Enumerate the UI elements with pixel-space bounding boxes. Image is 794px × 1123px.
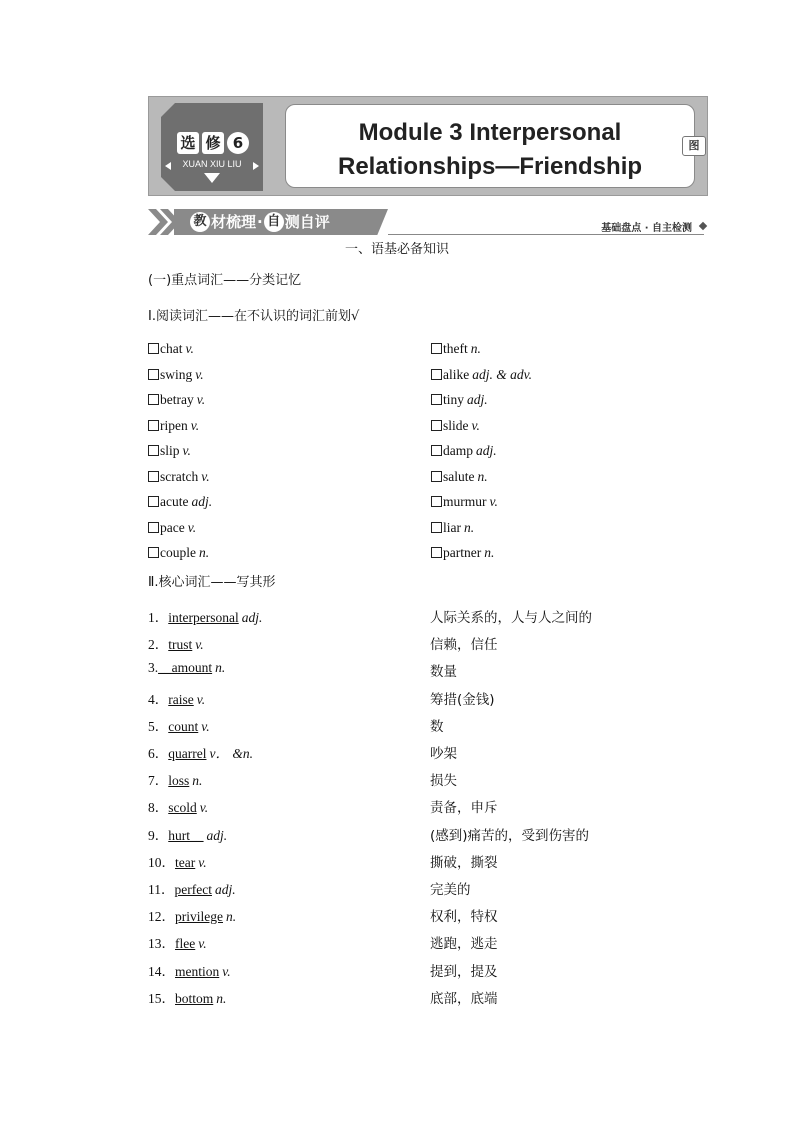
checkbox[interactable] <box>431 369 442 380</box>
answer-word: raise <box>168 691 194 707</box>
arrow-down-icon <box>204 173 220 183</box>
chinese-meaning: 完美的 <box>430 882 471 898</box>
checkbox[interactable] <box>148 471 159 482</box>
reading-vocab-item <box>148 443 191 459</box>
core-vocab-item <box>148 796 208 816</box>
reading-vocab-item <box>431 418 480 434</box>
part-of-speech: adj. <box>241 610 263 625</box>
chinese-meaning: 人际关系的，人与人之间的 <box>430 610 592 626</box>
chinese-meaning: 损失 <box>430 773 457 790</box>
part-of-speech: adj. <box>476 443 497 458</box>
reading-vocab-item <box>431 392 488 408</box>
core-vocab-item <box>148 905 236 925</box>
checkbox[interactable] <box>148 445 159 456</box>
reading-vocab-item <box>148 367 204 383</box>
part-of-speech: v. <box>196 392 206 407</box>
badge-corner-bottom <box>161 177 175 191</box>
section-subtitle: 基础盘点 · 自主检测 <box>601 223 692 234</box>
core-vocab-item <box>148 688 205 708</box>
part-of-speech: v. <box>196 691 206 707</box>
checkbox[interactable] <box>431 496 442 507</box>
reading-vocab-item <box>148 494 212 510</box>
chinese-meaning: 吵架 <box>430 746 457 762</box>
chinese-meaning: 逃跑，逃走 <box>430 936 498 953</box>
item-number: 5． <box>148 718 169 734</box>
checkbox[interactable] <box>148 369 159 380</box>
core-vocab-item <box>148 633 204 653</box>
chinese-meaning: (感到)痛苦的，受到伤害的 <box>430 827 590 844</box>
checkbox[interactable] <box>431 471 442 482</box>
checkbox[interactable] <box>148 522 159 533</box>
core-vocab-item <box>148 851 207 871</box>
item-number: 10． <box>148 854 175 870</box>
vocab-word: chat <box>160 341 183 356</box>
part-of-speech: v. <box>199 800 209 816</box>
diamond-icon <box>699 222 707 230</box>
elective-badge <box>161 103 263 191</box>
item-number: 6． <box>148 746 169 761</box>
part-of-speech: v. <box>489 494 498 509</box>
checkbox[interactable] <box>431 547 442 558</box>
item-number: 4． <box>148 691 169 707</box>
vocab-word: damp <box>443 443 473 458</box>
part-of-speech: adj. <box>214 882 236 897</box>
vocab-word: slide <box>443 417 469 433</box>
core-vocab-item <box>148 878 236 898</box>
section-text-2: 测自评 <box>284 213 330 231</box>
section-header <box>148 209 708 237</box>
checkbox[interactable] <box>148 343 159 354</box>
part-of-speech: n. <box>216 990 227 1006</box>
book-icon: 图 <box>682 136 706 156</box>
chinese-meaning: 信赖，信任 <box>430 637 498 654</box>
badge-title <box>173 132 253 154</box>
reading-vocab-item <box>431 494 498 510</box>
vocab-word: murmur <box>443 494 487 509</box>
core-vocab-item <box>148 606 262 626</box>
module-title-line1: Module 3 Interpersonal <box>358 119 622 146</box>
part-of-speech: n. <box>199 545 210 560</box>
checkbox[interactable] <box>148 394 159 405</box>
chinese-meaning: 筹措(金钱) <box>430 691 495 708</box>
reading-vocab-item <box>148 545 209 561</box>
item-number: 12． <box>148 909 175 925</box>
core-vocab-item <box>148 932 207 952</box>
answer-word: __amount <box>158 660 213 676</box>
checkbox[interactable] <box>148 547 159 558</box>
reading-vocab-item <box>431 520 474 536</box>
vocab-word: tiny <box>443 392 465 407</box>
part-of-speech: n. <box>470 341 481 356</box>
reading-vocab-item <box>148 469 210 485</box>
section-title <box>190 211 330 233</box>
vocab-word: slip <box>160 443 180 458</box>
core-vocab-item <box>148 769 202 789</box>
main-heading: 一、语基必备知识 <box>344 242 449 257</box>
reading-vocab-item <box>431 341 481 357</box>
badge-char: 选 <box>177 132 199 154</box>
checkbox[interactable] <box>431 343 442 354</box>
checkbox[interactable] <box>431 445 442 456</box>
arrow-right-icon <box>253 162 259 170</box>
vocab-word: theft <box>443 341 468 356</box>
answer-word: tear <box>175 854 196 870</box>
item-number: 3. <box>148 660 159 676</box>
vocab-word: pace <box>160 519 185 535</box>
reading-vocab-item <box>431 443 497 459</box>
vocab-word: alike <box>443 366 470 382</box>
part-of-speech: v． &n. <box>209 746 253 761</box>
item-number: 11． <box>148 882 175 897</box>
reading-vocab-item <box>148 418 199 434</box>
module-title-line2: Relationships—Friendship <box>337 153 643 180</box>
core-vocab-item <box>148 960 231 980</box>
chinese-meaning: 数量 <box>430 664 457 681</box>
item-number: 7． <box>148 773 169 789</box>
core-vocab-item <box>148 824 227 844</box>
badge-number: 6 <box>227 132 249 154</box>
part-of-speech: n. <box>464 519 475 535</box>
answer-word: count <box>168 718 199 734</box>
module-banner <box>148 96 708 196</box>
item-number: 8． <box>148 800 169 816</box>
answer-word: bottom <box>175 990 214 1006</box>
section-char-circle: 教 <box>190 212 210 232</box>
section-text-1: 材梳理 <box>211 213 257 231</box>
answer-word: hurt__ <box>168 827 204 843</box>
part-of-speech: v. <box>195 366 204 382</box>
item-number: 2． <box>148 637 169 653</box>
core-vocab-item <box>148 987 226 1007</box>
core-vocab-item <box>148 742 253 762</box>
checkbox[interactable] <box>148 420 159 431</box>
answer-word: loss <box>168 773 190 789</box>
answer-word: mention <box>175 963 220 979</box>
part-of-speech: v. <box>182 443 191 458</box>
part-of-speech: adj. <box>467 392 488 407</box>
answer-word: flee <box>175 936 196 952</box>
chinese-meaning: 数 <box>430 718 444 735</box>
badge-corner <box>161 103 175 117</box>
vocab-word: salute <box>443 468 475 484</box>
sub-heading: (一)重点词汇——分类记忆 <box>148 273 302 288</box>
answer-word: scold <box>168 800 197 816</box>
item-number: 1． <box>148 610 169 625</box>
badge-pinyin: XUAN XIU LIU <box>182 159 242 169</box>
part-of-speech: n. <box>215 660 226 676</box>
reading-vocab-heading: Ⅰ.阅读词汇——在不认识的词汇前划√ <box>148 309 360 324</box>
part-of-speech: adj. <box>206 827 228 843</box>
core-vocab-item <box>148 660 225 676</box>
chinese-meaning: 撕破，撕裂 <box>430 854 498 871</box>
reading-vocab-item <box>148 341 194 357</box>
part-of-speech: n. <box>484 545 495 560</box>
vocab-word: betray <box>160 392 194 407</box>
vocab-word: couple <box>160 545 196 560</box>
part-of-speech: v. <box>195 637 204 653</box>
core-vocab-heading: Ⅱ.核心词汇——写其形 <box>148 575 276 590</box>
checkbox[interactable] <box>431 420 442 431</box>
section-dot: · <box>257 213 263 231</box>
part-of-speech: v. <box>198 854 207 870</box>
part-of-speech: v. <box>185 341 194 356</box>
vocab-word: scratch <box>160 468 199 484</box>
badge-char: 修 <box>202 132 224 154</box>
answer-word: trust <box>168 637 193 653</box>
part-of-speech: v. <box>201 468 210 484</box>
item-number: 15． <box>148 990 175 1006</box>
core-vocab-item <box>148 715 210 735</box>
reading-vocab-item <box>431 367 532 383</box>
part-of-speech: v. <box>190 417 200 433</box>
checkbox[interactable] <box>431 394 442 405</box>
section-divider <box>388 234 704 235</box>
item-number: 14． <box>148 963 175 979</box>
item-number: 9． <box>148 827 169 843</box>
part-of-speech: v. <box>471 417 480 433</box>
part-of-speech: v. <box>198 936 207 952</box>
answer-word: quarrel <box>168 746 207 761</box>
part-of-speech: v. <box>222 963 231 979</box>
reading-vocab-item <box>431 545 494 561</box>
item-number: 13． <box>148 936 175 952</box>
chinese-meaning: 责备，申斥 <box>430 800 498 817</box>
chinese-meaning: 底部，底端 <box>430 990 498 1007</box>
chinese-meaning: 权利，特权 <box>430 909 498 926</box>
part-of-speech: n. <box>192 773 203 789</box>
section-char-circle: 自 <box>264 212 284 232</box>
part-of-speech: v. <box>201 718 210 734</box>
checkbox[interactable] <box>148 496 159 507</box>
vocab-word: liar <box>443 519 461 535</box>
reading-vocab-item <box>431 469 488 485</box>
part-of-speech: n. <box>477 468 488 484</box>
vocab-word: acute <box>160 494 189 509</box>
checkbox[interactable] <box>431 522 442 533</box>
answer-word: perfect <box>174 882 212 897</box>
answer-word: privilege <box>175 909 223 925</box>
reading-vocab-item <box>148 520 196 536</box>
part-of-speech: v. <box>187 519 197 535</box>
answer-word: interpersonal <box>168 610 239 625</box>
vocab-word: ripen <box>160 417 188 433</box>
part-of-speech: adj. & adv. <box>472 366 532 382</box>
vocab-word: swing <box>160 366 193 382</box>
part-of-speech: adj. <box>191 494 213 509</box>
vocab-word: partner <box>443 545 482 560</box>
part-of-speech: n. <box>225 909 237 925</box>
reading-vocab-item <box>148 392 205 408</box>
chinese-meaning: 提到，提及 <box>430 963 498 980</box>
module-title <box>285 104 695 188</box>
